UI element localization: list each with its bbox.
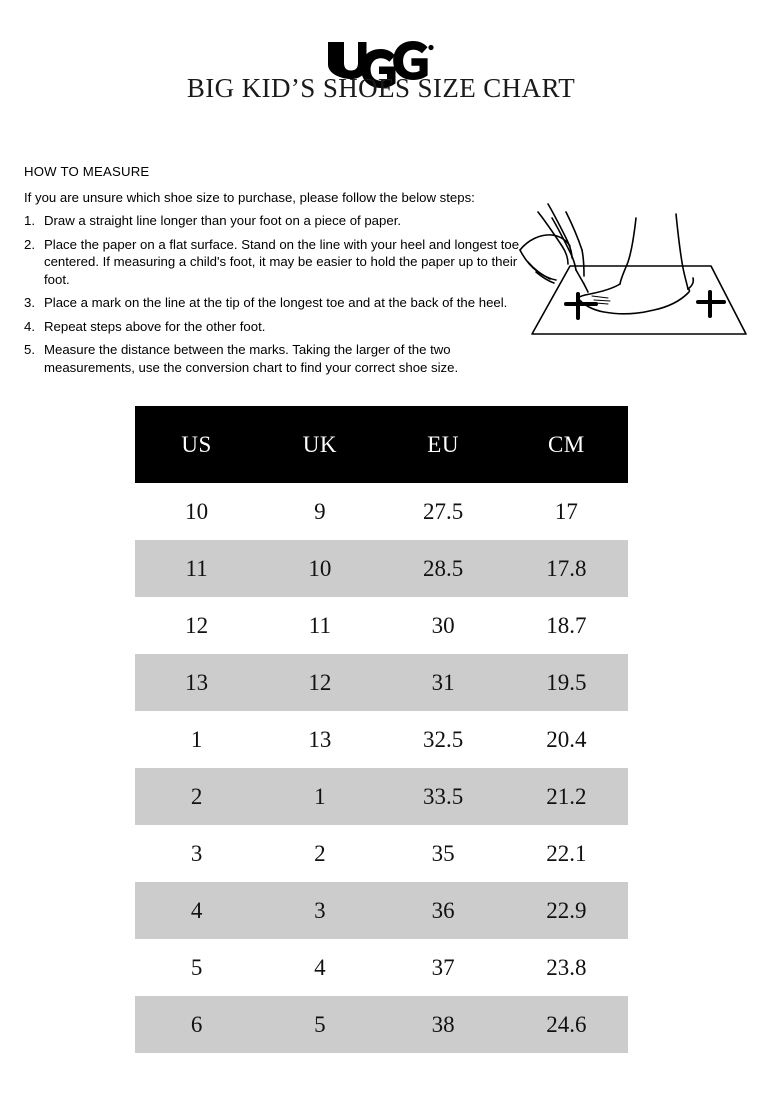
table-row — [135, 540, 628, 597]
cell-eu: 33.5 — [382, 768, 505, 825]
size-conversion-table — [135, 406, 628, 1053]
cell-uk: 12 — [258, 654, 381, 711]
cell-cm: 24.6 — [505, 996, 628, 1053]
table-row — [135, 768, 628, 825]
cell-uk: 2 — [258, 825, 381, 882]
list-item — [24, 341, 524, 376]
cell-eu: 37 — [382, 939, 505, 996]
step-text: Repeat steps above for the other foot. — [44, 318, 266, 334]
cell-cm: 22.9 — [505, 882, 628, 939]
list-item — [24, 318, 524, 336]
cell-uk: 9 — [258, 483, 381, 540]
cell-uk: 3 — [258, 882, 381, 939]
table-row — [135, 483, 628, 540]
step-text: Measure the distance between the marks. Taking the larger of the two measurements, use the conversion chart to find your correct shoe size. — [44, 342, 459, 375]
cell-us: 13 — [135, 654, 258, 711]
foot-measuring-diagram-icon — [508, 188, 756, 340]
instructions-section — [24, 163, 524, 382]
table-row — [135, 882, 628, 939]
table-row — [135, 654, 628, 711]
step-number: 1. — [24, 213, 35, 228]
cell-eu: 38 — [382, 996, 505, 1053]
step-text: Draw a straight line longer than your foot on a piece of paper. — [44, 213, 402, 228]
cell-us: 3 — [135, 825, 258, 882]
cell-us: 2 — [135, 768, 258, 825]
table-row — [135, 711, 628, 768]
table-header-row — [135, 406, 628, 483]
list-item — [24, 236, 524, 289]
column-header-eu: EU — [382, 406, 505, 483]
cell-eu: 27.5 — [382, 483, 505, 540]
cell-uk: 4 — [258, 939, 381, 996]
table-row — [135, 597, 628, 654]
brand-logo — [0, 0, 762, 56]
cell-eu: 32.5 — [382, 711, 505, 768]
cell-eu: 28.5 — [382, 540, 505, 597]
cell-cm: 21.2 — [505, 768, 628, 825]
cell-us: 5 — [135, 939, 258, 996]
cell-cm: 17 — [505, 483, 628, 540]
cell-eu: 31 — [382, 654, 505, 711]
foot-measuring-illustration — [508, 188, 756, 340]
table-row — [135, 825, 628, 882]
column-header-us: US — [135, 406, 258, 483]
table-body — [135, 483, 628, 1053]
cell-eu: 36 — [382, 882, 505, 939]
cell-eu: 30 — [382, 597, 505, 654]
cell-uk: 11 — [258, 597, 381, 654]
list-item — [24, 212, 524, 230]
cell-uk: 13 — [258, 711, 381, 768]
measure-steps-list — [24, 212, 524, 376]
column-header-cm: CM — [505, 406, 628, 483]
step-text: Place a mark on the line at the tip of the longest toe and at the back of the heel. — [44, 295, 508, 310]
instructions-intro: If you are unsure which shoe size to purchase, please follow the below steps: — [24, 190, 475, 205]
cell-cm: 22.1 — [505, 825, 628, 882]
how-to-measure-heading: HOW TO MEASURE — [24, 164, 150, 179]
cell-uk: 1 — [258, 768, 381, 825]
table-header — [135, 406, 628, 483]
step-number: 4. — [24, 318, 35, 334]
cell-cm: 18.7 — [505, 597, 628, 654]
cell-cm: 20.4 — [505, 711, 628, 768]
cell-us: 12 — [135, 597, 258, 654]
cell-cm: 23.8 — [505, 939, 628, 996]
cell-us: 1 — [135, 711, 258, 768]
cell-us: 10 — [135, 483, 258, 540]
cell-us: 11 — [135, 540, 258, 597]
step-number: 3. — [24, 295, 35, 310]
cell-eu: 35 — [382, 825, 505, 882]
table-row — [135, 939, 628, 996]
cell-uk: 10 — [258, 540, 381, 597]
cell-us: 4 — [135, 882, 258, 939]
step-number: 2. — [24, 236, 35, 252]
list-item — [24, 294, 524, 312]
page-title: BIG KID’S SHOES SIZE CHART — [186, 73, 576, 103]
step-text: Place the paper on a flat surface. Stand on the line with your heel and longest toe centered. If measuring a child's foot, it may be easier to hold the paper up to their foot. — [44, 236, 520, 287]
cell-us: 6 — [135, 996, 258, 1053]
cell-cm: 19.5 — [505, 654, 628, 711]
cell-uk: 5 — [258, 996, 381, 1053]
table-row — [135, 996, 628, 1053]
cell-cm: 17.8 — [505, 540, 628, 597]
step-number: 5. — [24, 342, 35, 357]
column-header-uk: UK — [258, 406, 381, 483]
